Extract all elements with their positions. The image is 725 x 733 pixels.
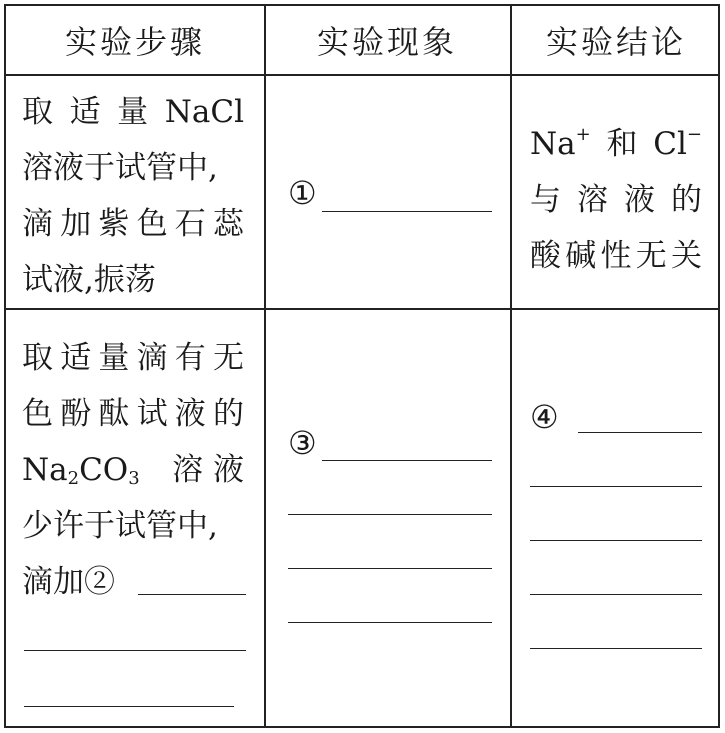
answer-blank-4-line4[interactable]	[530, 594, 702, 595]
blank-number-1: ①	[288, 174, 317, 212]
formula-sodium-carbonate	[22, 442, 140, 498]
answer-blank-4-line2[interactable]	[530, 486, 702, 487]
answer-blank-2-line2[interactable]	[24, 650, 246, 651]
text-line: 试液,振荡	[22, 262, 156, 298]
experiment-table	[4, 4, 720, 728]
blank-number-4: ④	[530, 398, 559, 436]
answer-blank-3-line3[interactable]	[288, 568, 492, 569]
ion-symbol: Na	[530, 126, 576, 162]
ion-chloride	[653, 116, 702, 172]
answer-blank-3-line4[interactable]	[288, 622, 492, 623]
row1-step-text	[22, 84, 244, 308]
text-line	[22, 554, 244, 610]
answer-blank-2[interactable]	[138, 594, 246, 595]
column-divider	[510, 6, 512, 726]
text-line: 与 溶 液 的	[530, 182, 702, 218]
ion-symbol: Cl	[653, 126, 687, 162]
answer-blank-2-line3[interactable]	[24, 706, 234, 707]
row-divider	[6, 308, 718, 310]
text-line	[530, 116, 702, 172]
answer-blank-3[interactable]	[322, 460, 492, 461]
column-divider	[264, 6, 266, 726]
answer-blank-4[interactable]	[578, 432, 702, 433]
text-line: 滴加紫色石蕊	[22, 206, 244, 242]
text-fragment: 滴加	[22, 564, 84, 600]
text-line: 酸碱性无关	[530, 238, 702, 274]
text-line: 取适量滴有无	[22, 340, 244, 376]
text-line: 色酚酞试液的	[22, 396, 244, 432]
answer-blank-3-line2[interactable]	[288, 514, 492, 515]
formula-suffix: 溶 液	[172, 452, 244, 488]
text-line: 溶液于试管中,	[22, 150, 218, 186]
row2-step-text	[22, 330, 244, 610]
blank-number-2: ②	[84, 564, 115, 600]
text-line	[22, 442, 244, 498]
header-conclusion: 实验结论	[545, 23, 686, 61]
answer-blank-4-line5[interactable]	[530, 648, 702, 649]
row-divider	[6, 74, 718, 76]
charge-sign: +	[575, 124, 591, 145]
header-phenomenon: 实验现象	[316, 23, 457, 61]
header-steps: 实验步骤	[64, 23, 205, 61]
subscript: 3	[128, 468, 140, 489]
formula-part: Na	[22, 452, 68, 488]
answer-blank-1[interactable]	[322, 211, 492, 212]
ion-sodium	[530, 116, 591, 172]
charge-sign: −	[686, 124, 702, 145]
formula-part: CO	[79, 452, 129, 488]
subscript: 2	[67, 468, 80, 489]
row1-conclusion-text	[530, 116, 702, 284]
answer-blank-4-line3[interactable]	[530, 540, 702, 541]
conjunction: 和	[606, 126, 638, 162]
blank-number-3: ③	[288, 424, 317, 462]
text-line: 取 适 量 NaCl	[22, 94, 244, 130]
text-line: 少许于试管中,	[22, 508, 218, 544]
